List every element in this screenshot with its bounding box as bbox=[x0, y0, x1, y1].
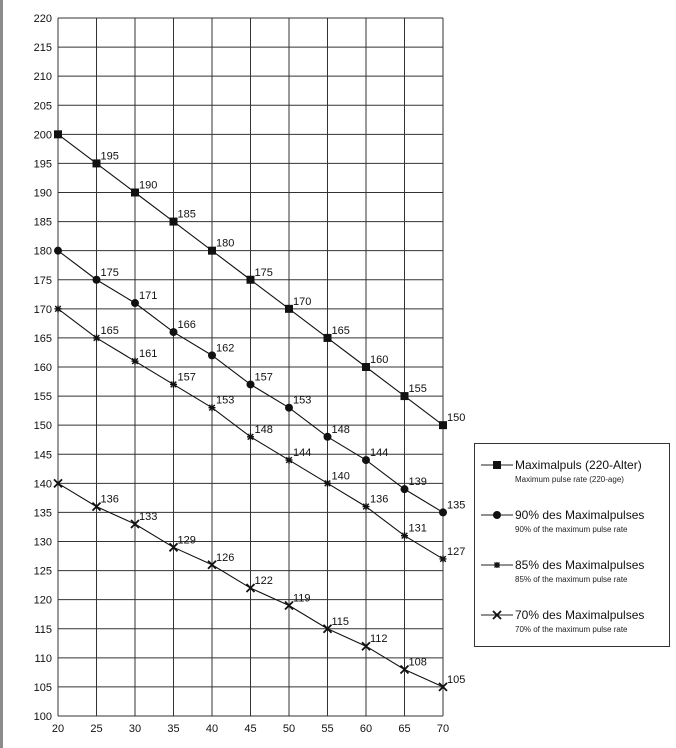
data-point-star bbox=[55, 305, 62, 312]
data-point-star bbox=[247, 433, 254, 440]
data-point-square bbox=[93, 159, 101, 167]
y-tick-label: 195 bbox=[33, 158, 52, 171]
legend-item-90-percent bbox=[475, 508, 669, 548]
y-tick-label: 145 bbox=[33, 449, 52, 462]
data-label: 175 bbox=[254, 266, 273, 279]
x-tick-label: 60 bbox=[359, 723, 373, 735]
data-point-star bbox=[132, 358, 139, 365]
x-axis-ticks bbox=[52, 723, 449, 735]
y-tick-label: 220 bbox=[33, 13, 52, 25]
data-point-star bbox=[440, 555, 447, 562]
data-label: 190 bbox=[139, 179, 158, 192]
data-point-circle bbox=[93, 276, 101, 284]
data-point-circle bbox=[324, 433, 332, 441]
x-tick-label: 25 bbox=[90, 723, 103, 735]
data-label: 165 bbox=[100, 324, 119, 337]
data-label: 136 bbox=[370, 493, 389, 506]
data-label: 185 bbox=[177, 208, 196, 221]
data-point-square bbox=[208, 247, 216, 255]
data-label: 148 bbox=[331, 423, 350, 436]
legend-subtitle: Maximum pulse rate (220-age) bbox=[515, 475, 624, 484]
x-tick-label: 30 bbox=[128, 723, 142, 735]
data-label: 135 bbox=[447, 499, 466, 512]
x-tick-label: 70 bbox=[436, 723, 450, 735]
data-label: 112 bbox=[370, 633, 388, 646]
y-tick-label: 185 bbox=[33, 216, 52, 229]
y-tick-label: 125 bbox=[33, 565, 52, 578]
data-label: 144 bbox=[370, 447, 389, 460]
legend-name: Maximalpuls (220-Alter) bbox=[515, 458, 642, 472]
data-label: 129 bbox=[177, 534, 196, 547]
y-tick-label: 135 bbox=[33, 507, 52, 520]
legend-name: 90% des Maximalpulses bbox=[515, 508, 645, 522]
legend-name: 70% des Maximalpulses bbox=[515, 608, 645, 622]
data-label: 148 bbox=[254, 423, 273, 436]
y-tick-label: 120 bbox=[33, 594, 52, 607]
data-point-square bbox=[131, 189, 139, 197]
grid bbox=[58, 18, 443, 716]
y-tick-label: 160 bbox=[33, 362, 52, 374]
circle-marker-icon bbox=[479, 508, 515, 522]
data-label: 165 bbox=[331, 324, 350, 337]
data-point-circle bbox=[401, 485, 409, 493]
data-point-star bbox=[363, 503, 370, 510]
y-tick-label: 130 bbox=[33, 536, 52, 549]
data-label: 195 bbox=[100, 150, 119, 163]
data-label: 157 bbox=[177, 371, 196, 384]
y-tick-label: 180 bbox=[33, 245, 52, 258]
y-tick-label: 115 bbox=[34, 623, 52, 636]
data-label: 180 bbox=[216, 237, 235, 250]
data-label: 115 bbox=[331, 615, 350, 628]
legend-item-70-percent bbox=[475, 608, 669, 648]
data-label: 171 bbox=[139, 290, 158, 303]
data-label: 139 bbox=[408, 476, 427, 489]
data-label: 119 bbox=[293, 592, 311, 605]
data-point-square bbox=[285, 305, 293, 313]
data-label: 136 bbox=[100, 493, 119, 506]
data-point-square bbox=[401, 392, 409, 400]
y-tick-label: 150 bbox=[33, 420, 52, 433]
star-marker-icon bbox=[479, 558, 515, 572]
data-labels bbox=[101, 150, 466, 686]
y-tick-label: 215 bbox=[33, 42, 52, 55]
data-point-circle bbox=[131, 299, 139, 307]
data-point-square bbox=[170, 218, 178, 226]
data-label: 150 bbox=[447, 412, 466, 425]
data-point-square bbox=[247, 276, 255, 284]
y-tick-label: 205 bbox=[33, 100, 52, 113]
y-tick-label: 170 bbox=[33, 303, 52, 316]
data-label: 126 bbox=[216, 551, 235, 564]
x-tick-label: 45 bbox=[244, 723, 257, 735]
data-point-square bbox=[324, 334, 332, 342]
data-point-star bbox=[401, 532, 408, 539]
data-label: 144 bbox=[293, 447, 312, 460]
data-point-square bbox=[439, 421, 447, 429]
data-point-circle bbox=[285, 404, 293, 412]
data-label: 153 bbox=[216, 394, 235, 407]
data-label: 127 bbox=[447, 545, 466, 558]
legend-subtitle: 85% of the maximum pulse rate bbox=[515, 575, 628, 584]
y-tick-label: 190 bbox=[33, 187, 52, 200]
data-label: 105 bbox=[447, 673, 466, 686]
data-point-star bbox=[170, 381, 177, 388]
data-label: 170 bbox=[293, 295, 312, 308]
data-label: 131 bbox=[408, 522, 427, 535]
x-tick-label: 35 bbox=[167, 723, 180, 735]
legend-name: 85% des Maximalpulses bbox=[515, 558, 645, 572]
data-label: 122 bbox=[254, 575, 273, 588]
x-tick-label: 65 bbox=[398, 723, 411, 735]
data-label: 161 bbox=[139, 348, 158, 361]
data-point-circle bbox=[247, 380, 255, 388]
y-tick-label: 155 bbox=[33, 391, 52, 404]
square-marker-icon bbox=[479, 458, 515, 472]
y-tick-label: 210 bbox=[33, 71, 52, 84]
data-point-circle bbox=[362, 456, 370, 464]
cross-marker-icon bbox=[479, 608, 515, 622]
data-label: 160 bbox=[370, 354, 389, 366]
data-label: 162 bbox=[216, 342, 235, 355]
y-tick-label: 200 bbox=[33, 129, 52, 142]
legend-subtitle: 90% of the maximum pulse rate bbox=[515, 525, 628, 534]
data-label: 175 bbox=[100, 266, 119, 279]
y-tick-label: 165 bbox=[33, 332, 52, 345]
data-point-circle bbox=[170, 328, 178, 336]
y-tick-label: 175 bbox=[33, 274, 52, 287]
y-tick-label: 110 bbox=[34, 652, 52, 665]
y-tick-label: 105 bbox=[33, 681, 52, 694]
x-tick-label: 50 bbox=[282, 723, 296, 735]
legend-item-max-pulse bbox=[475, 458, 669, 498]
legend bbox=[474, 443, 670, 647]
x-tick-label: 20 bbox=[51, 723, 65, 735]
data-label: 166 bbox=[177, 319, 196, 332]
data-point-circle bbox=[54, 247, 62, 255]
data-point-star bbox=[324, 480, 331, 487]
y-axis-ticks bbox=[34, 13, 52, 723]
data-point-star bbox=[209, 404, 216, 411]
x-tick-label: 40 bbox=[205, 723, 219, 735]
legend-subtitle: 70% of the maximum pulse rate bbox=[515, 625, 628, 634]
y-tick-label: 100 bbox=[33, 711, 52, 723]
data-point-circle bbox=[208, 351, 216, 359]
data-label: 108 bbox=[408, 656, 427, 669]
data-label: 155 bbox=[408, 383, 427, 396]
data-point-circle bbox=[439, 508, 447, 516]
data-point-square bbox=[54, 130, 62, 138]
data-label: 153 bbox=[293, 394, 312, 407]
data-point-square bbox=[362, 363, 370, 371]
data-label: 133 bbox=[139, 511, 158, 524]
data-label: 157 bbox=[254, 371, 273, 384]
legend-item-85-percent bbox=[475, 558, 669, 598]
y-tick-label: 140 bbox=[33, 478, 52, 491]
data-label: 140 bbox=[331, 470, 350, 483]
data-point-star bbox=[286, 457, 293, 464]
x-tick-label: 55 bbox=[321, 723, 334, 735]
data-point-star bbox=[93, 334, 100, 341]
